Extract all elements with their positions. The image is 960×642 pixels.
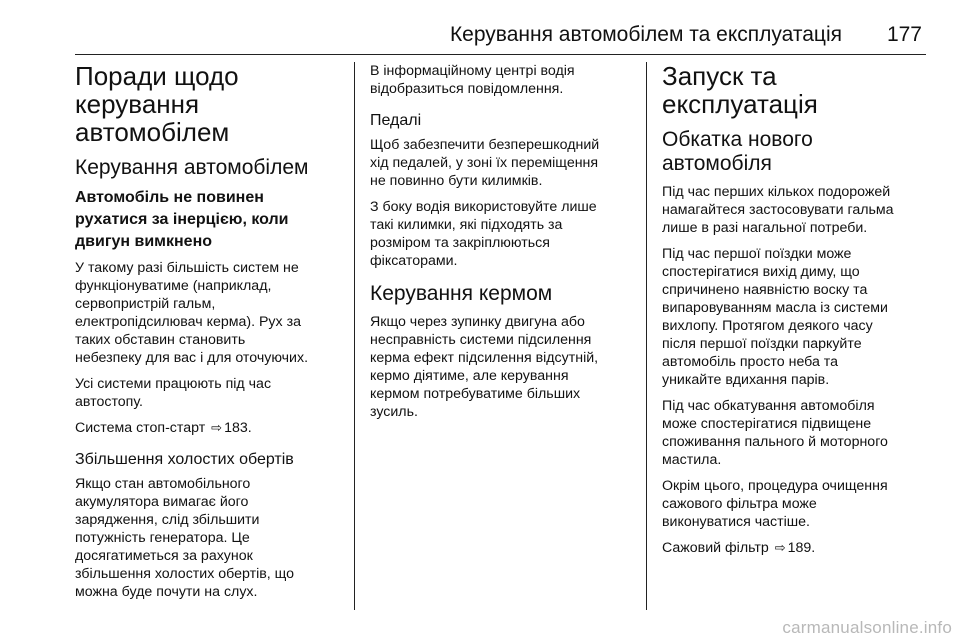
page-reference-icon: ⇨ [774, 540, 786, 555]
paragraph [370, 62, 636, 98]
text-line: автостопу. [75, 394, 143, 410]
heading-driving: Керування автомобілем [75, 156, 309, 179]
text-line: лише в разі нагальної потреби. [662, 220, 868, 236]
heading-line: Обкатка нового [662, 128, 813, 151]
text-line: сервопристрій гальм, [75, 296, 216, 312]
text-line: Окрім цього, процедура очищення [662, 478, 888, 494]
reference-page-link[interactable]: 189. [787, 540, 816, 556]
heading-steering: Керування кермом [370, 282, 553, 305]
subheading-line: двигун вимкнено [75, 233, 213, 250]
section-title-starting [662, 62, 932, 118]
subheading-line: рухатися за інерцією, коли [75, 211, 289, 228]
heading-running-in [662, 128, 932, 176]
paragraph [662, 245, 932, 389]
title-line: керування [75, 89, 200, 119]
text-line: спостерігатися вихід диму, що [662, 264, 860, 280]
paragraph [662, 397, 932, 469]
text-line: можна буде почути на слух. [75, 584, 258, 600]
text-line: кермом потребуватиме більших [370, 386, 581, 402]
text-line: такі килимки, які підходять за [370, 217, 563, 233]
column-3 [662, 62, 932, 565]
section-title-driving-tips [75, 62, 347, 146]
text-line: Усі системи працюють під час [75, 376, 272, 392]
reference-page-link[interactable]: 183. [224, 420, 252, 436]
paragraph [75, 475, 347, 601]
subheading-line: Автомобіль не повинен [75, 189, 264, 206]
text-line: випаровуванням масла із системи [662, 300, 888, 316]
text-line: В інформаційному центрі водія [370, 63, 575, 79]
text-line: автомобіль просто неба та [662, 354, 839, 370]
text-line: З боку водія використовуйте лише [370, 199, 597, 215]
text-line: зарядження, слід збільшити [75, 512, 260, 528]
text-line: споживання пального й моторного [662, 434, 888, 450]
title-line: Поради щодо [75, 61, 239, 91]
text-line: досягатиметься за рахунок [75, 548, 253, 564]
paragraph-soot-filter-ref [662, 539, 932, 557]
text-line: акумулятора вимагає його [75, 494, 249, 510]
reference-text: Система стоп-старт [75, 420, 206, 436]
text-line: Якщо стан автомобільного [75, 476, 251, 492]
title-line: автомобілем [75, 117, 230, 147]
text-line: сажового фільтра може [662, 496, 817, 512]
subheading-pedals: Педалі [370, 112, 422, 129]
paragraph [662, 183, 932, 237]
text-line: таких обставин становить [75, 332, 246, 348]
text-line: відобразиться повідомлення. [370, 81, 564, 97]
column-1 [75, 62, 347, 609]
text-line: зусиль. [370, 404, 418, 420]
text-line: спричинено наявністю воску та [662, 282, 868, 298]
text-line: збільшення холостих обертів, що [75, 566, 295, 582]
reference-text: Сажовий фільтр [662, 540, 769, 556]
watermark: carmanualsonline.info [782, 618, 952, 637]
text-line: не повинно бути килимків. [370, 173, 543, 189]
text-line: Під час обкатування автомобіля [662, 398, 875, 414]
text-line: хід педалей, у зоні їх переміщення [370, 155, 599, 171]
header-divider [75, 54, 926, 55]
heading-line: автомобіля [662, 152, 772, 175]
paragraph-stop-start-ref [75, 419, 347, 437]
text-line: після першої поїздки паркуйте [662, 336, 862, 352]
text-line: Під час першої поїздки може [662, 246, 852, 262]
text-line: функціонуватиме (наприклад, [75, 278, 272, 294]
paragraph [75, 375, 347, 411]
paragraph [370, 198, 636, 270]
text-line: У такому разі більшість систем не [75, 260, 299, 276]
text-line: мастила. [662, 452, 722, 468]
text-line: небезпеку для вас і для оточуючих. [75, 350, 309, 366]
text-line: потужність генератора. Це [75, 530, 250, 546]
text-line: розміром та закріплюються [370, 235, 550, 251]
text-line: Якщо через зупинку двигуна або [370, 314, 585, 330]
paragraph [75, 259, 347, 367]
subheading-no-coasting [75, 187, 347, 253]
text-line: виконуватися частіше. [662, 514, 810, 530]
text-line: керма ефект підсилення відсутній, [370, 350, 599, 366]
column-divider-1 [354, 62, 355, 610]
header-title: Керування автомобілем та експлуатація [449, 23, 842, 46]
paragraph [370, 313, 636, 421]
title-line: експлуатація [662, 89, 818, 119]
text-line: намагайтеся застосовувати гальма [662, 202, 894, 218]
paragraph [662, 477, 932, 531]
subheading-idle-speed: Збільшення холостих обертів [75, 451, 294, 468]
text-line: фіксаторами. [370, 253, 458, 269]
column-2 [370, 62, 636, 429]
page-number: 177 [886, 23, 922, 46]
text-line: вихлопу. Протягом деякого часу [662, 318, 873, 334]
text-line: кермо діятиме, але керування [370, 368, 569, 384]
text-line: несправність системи підсилення [370, 332, 592, 348]
title-line: Запуск та [662, 61, 777, 91]
text-line: Під час перших кількох подорожей [662, 184, 891, 200]
text-line: електропідсилювач керма). Рух за [75, 314, 301, 330]
page-header [0, 22, 960, 52]
text-line: Щоб забезпечити безперешкодний [370, 137, 600, 153]
page-reference-icon: ⇨ [211, 420, 223, 435]
column-divider-2 [646, 62, 647, 610]
text-line: уникайте вдихання парів. [662, 372, 830, 388]
paragraph [370, 136, 636, 190]
text-line: може спостерігатися підвищене [662, 416, 872, 432]
